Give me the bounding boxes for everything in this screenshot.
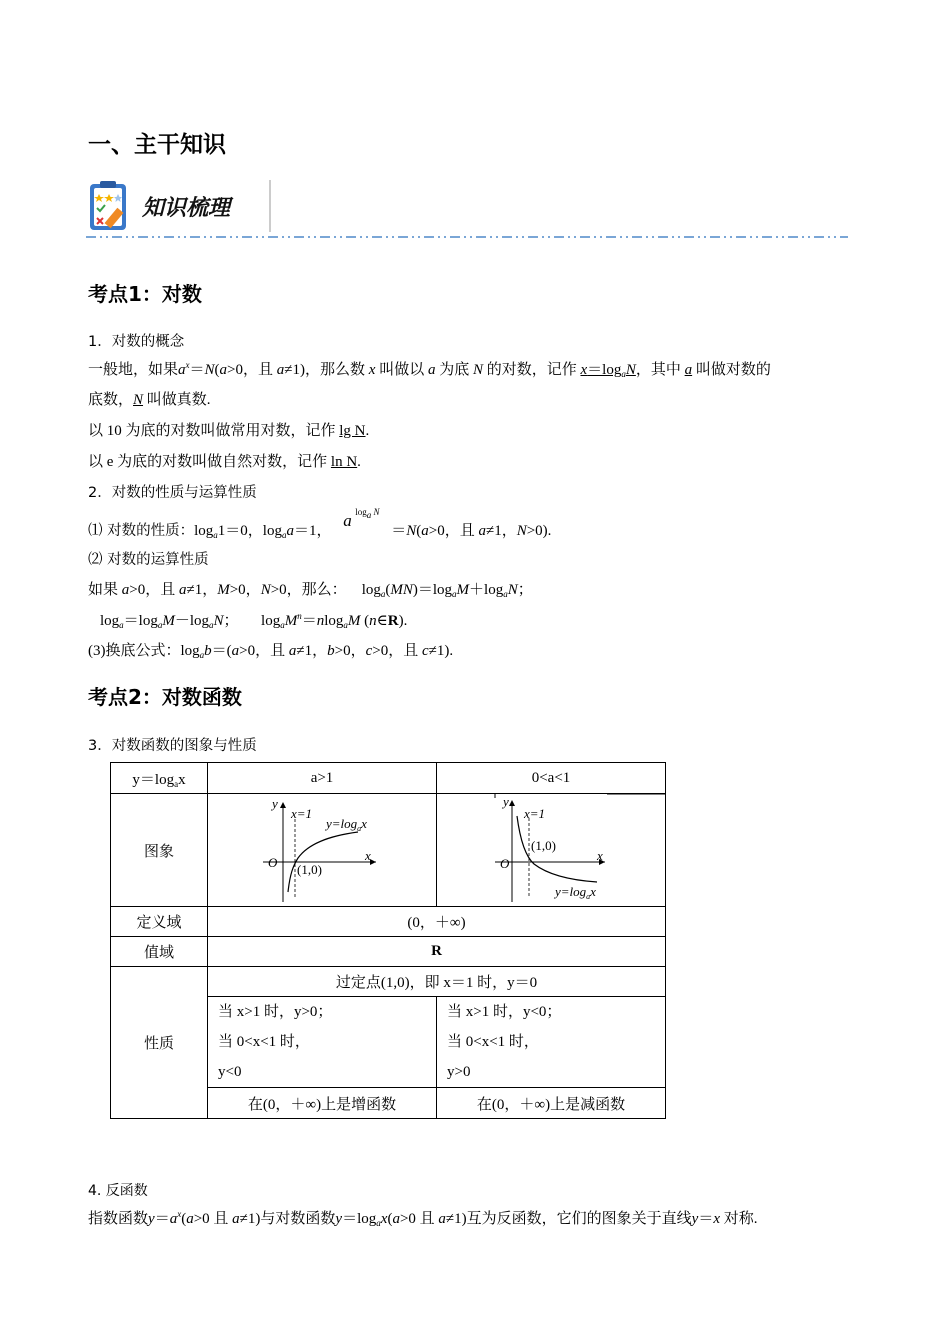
graph-decreasing-cell xyxy=(437,794,666,907)
domain-value: (0，＋∞) xyxy=(208,907,666,937)
s2-property2-title: ⑵ 对数的运算性质 xyxy=(88,552,209,568)
monotonic-increasing: 在(0，＋∞)上是增函数 xyxy=(208,1088,437,1119)
s2-title: 2．对数的性质与运算性质 xyxy=(88,485,257,501)
graph2-x-label: x xyxy=(597,848,603,863)
s2-change-base: (3)换底公式：$\log_ab=(a>0$，且 a≠1，b>0，c>0，且 c≠1). xyxy=(88,643,454,660)
graph-increasing-cell xyxy=(208,794,437,907)
graph2-origin-label: O xyxy=(500,856,510,871)
graph2-curve-label: $y=\log_ax$ xyxy=(555,884,596,901)
row-range-label: 值域 xyxy=(111,937,208,967)
s2-rules-line1: 如果 a>0，且 a≠1，M>0，N>0，那么： $\log_a(MN)=\log_aM+\log_aN$； xyxy=(88,582,533,599)
knowledge-banner xyxy=(86,178,272,234)
s3-title: 3．对数函数的图象与性质 xyxy=(88,738,257,754)
log-graph-increasing xyxy=(208,794,436,906)
s4-title: 4. 反函数 xyxy=(88,1183,148,1199)
s4-text: 指数函数$y=a^x(a>0$ 且 a≠1)与对数函数$y=\log_ax(a>0$ 且 a≠1)互为反函数，它们的图象关于直线y＝x 对称. xyxy=(88,1209,758,1228)
monotonic-decreasing: 在(0，＋∞)上是减函数 xyxy=(437,1088,666,1119)
fixed-point-value: 过定点(1,0)，即 x＝1 时，y＝0 xyxy=(208,967,666,997)
graph2-point-label: (1,0) xyxy=(531,838,556,853)
range-value: R xyxy=(208,937,666,967)
graph1-origin-label: O xyxy=(268,855,278,870)
dashed-divider xyxy=(86,235,848,239)
header-a-gt-1: a>1 xyxy=(208,763,437,794)
log-graph-decreasing xyxy=(437,794,665,906)
s1-definition-line1: 一般地，如果$a^x=N(a>0$，且 a≠1)，那么数 x 叫做以 a 为底 N 的对数，记作 $x=\log_aN$，其中 a 叫做对数的 xyxy=(88,360,771,379)
banner-title: 知识梳理 xyxy=(142,195,231,221)
row-props-label: 性质 xyxy=(111,967,208,1119)
s1-definition-line2: 底数，N 叫做真数. xyxy=(88,392,211,408)
graph1-x-label: x xyxy=(365,848,371,863)
graph1-curve-label: $y=\log_ax$ xyxy=(326,816,367,833)
graph2-y-label: y xyxy=(503,794,509,809)
graph1-x1-label: x=1 xyxy=(291,806,313,821)
graph2-x1-label: x=1 xyxy=(524,806,546,821)
log-function-table xyxy=(110,762,666,1119)
header-a-lt-1: 0<a<1 xyxy=(437,763,666,794)
s1-natural-log: 以 e 为底的对数叫做自然对数，记作 ln N. xyxy=(88,454,361,470)
s1-title: 1．对数的概念 xyxy=(88,334,185,350)
clipboard-icon xyxy=(90,181,126,230)
row-graph-label: 图象 xyxy=(111,794,208,907)
graph1-point-label: (1,0) xyxy=(297,862,322,877)
graph1-y-label: y xyxy=(272,796,278,811)
topic1-heading: 考点1：对数 xyxy=(88,282,202,306)
props-a-gt-1: 当 x>1 时，y>0； 当 0<x<1 时， y<0 xyxy=(208,997,437,1088)
topic2-heading: 考点2：对数函数 xyxy=(88,685,242,709)
header-func: $y=\log_ax$ xyxy=(111,763,208,794)
main-heading: 一、主干知识 xyxy=(88,132,226,158)
s1-common-log: 以 10 为底的对数叫做常用对数，记作 lg N. xyxy=(88,423,370,439)
s2-property1: ⑴ 对数的性质：$\log_a1=0$，$\log_aa=1$， a $\log_a N$ ＝N(a>0，且 a≠1，N>0). xyxy=(88,507,552,540)
s2-rules-line2: $\log_a=\log_aM-\log_aN$； $\log_aM^n=nlog_aM$ (n∈R). xyxy=(100,611,408,630)
row-domain-label: 定义域 xyxy=(111,907,208,937)
props-a-lt-1: 当 x>1 时，y<0； 当 0<x<1 时， y>0 xyxy=(437,997,666,1088)
